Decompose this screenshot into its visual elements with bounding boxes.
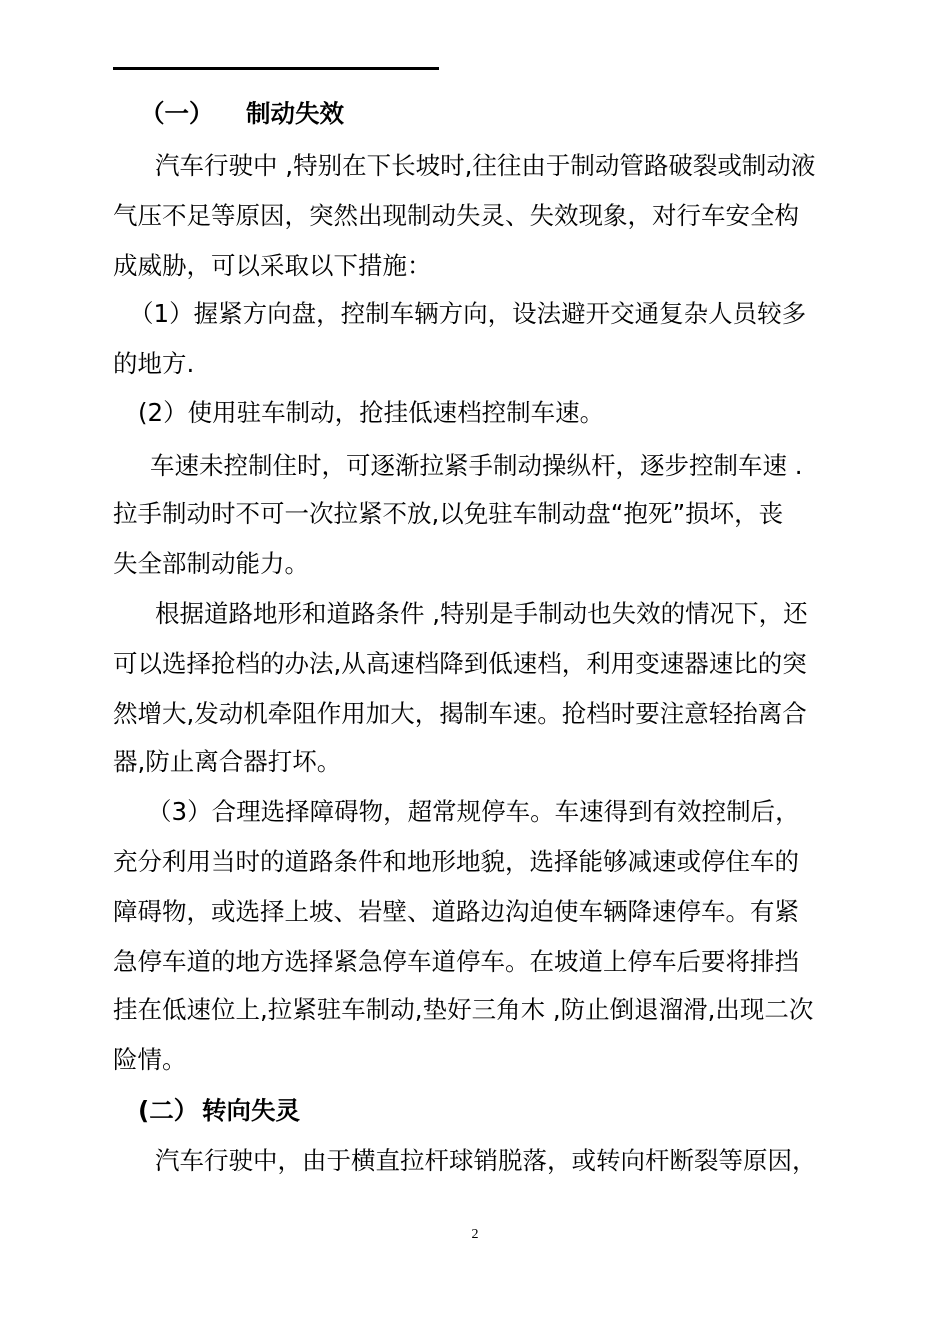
paragraph-line: 汽车行驶中，由于横直拉杆球销脱落，或转向杆断裂等原因，	[155, 1146, 817, 1175]
heading-number: (二）	[138, 1096, 199, 1125]
header-rule	[113, 67, 439, 70]
measure-line: 障碍物，或选择上坡、岩壁、道路边沟迫使车辆降速停车。有紧	[113, 897, 799, 926]
heading-title: 制动失效	[246, 99, 344, 128]
paragraph-line: 可以选择抢档的办法,从高速档降到低速档，利用变速器速比的突	[113, 649, 807, 678]
measure-line: 急停车道的地方选择紧急停车道停车。在坡道上停车后要将排挡	[113, 947, 799, 976]
paragraph-line: 拉手制动时不可一次拉紧不放,以免驻车制动盘“抱死”损坏，丧	[113, 499, 784, 528]
measure-line: 险情。	[113, 1045, 187, 1074]
measure-line: 充分利用当时的道路条件和地形地貌，选择能够减速或停住车的	[113, 847, 799, 876]
paragraph-line: 器,防止离合器打坏。	[113, 747, 342, 776]
heading-title: 转向失灵	[202, 1096, 300, 1125]
measure-line: （1）握紧方向盘，控制车辆方向，设法避开交通复杂人员较多	[129, 299, 807, 328]
measure-line: 的地方.	[113, 349, 195, 378]
paragraph-line: 气压不足等原因，突然出现制动失灵、失效现象，对行车安全构	[113, 201, 799, 230]
paragraph-line: 车速未控制住时，可逐渐拉紧手制动操纵杆，逐步控制车速 .	[150, 451, 803, 480]
measure-line: (2）使用驻车制动，抢挂低速档控制车速。	[138, 398, 605, 427]
paragraph-line: 成威胁，可以采取以下措施：	[113, 251, 432, 280]
measure-line: 挂在低速位上,拉紧驻车制动,垫好三角木 ,防止倒退溜滑,出现二次	[113, 995, 814, 1024]
page-number: 2	[471, 1227, 479, 1242]
paragraph-line: 失全部制动能力。	[113, 549, 309, 578]
paragraph-line: 根据道路地形和道路条件 ,特别是手制动也失效的情况下，还	[155, 599, 808, 628]
heading-number: （一）	[140, 99, 214, 128]
measure-line: （3）合理选择障碍物，超常规停车。车速得到有效控制后，	[147, 797, 800, 826]
paragraph-line: 汽车行驶中 ,特别在下长坡时,往往由于制动管路破裂或制动液	[155, 151, 816, 180]
paragraph-line: 然增大,发动机牵阻作用加大，揭制车速。抢档时要注意轻抬离合	[113, 699, 807, 728]
